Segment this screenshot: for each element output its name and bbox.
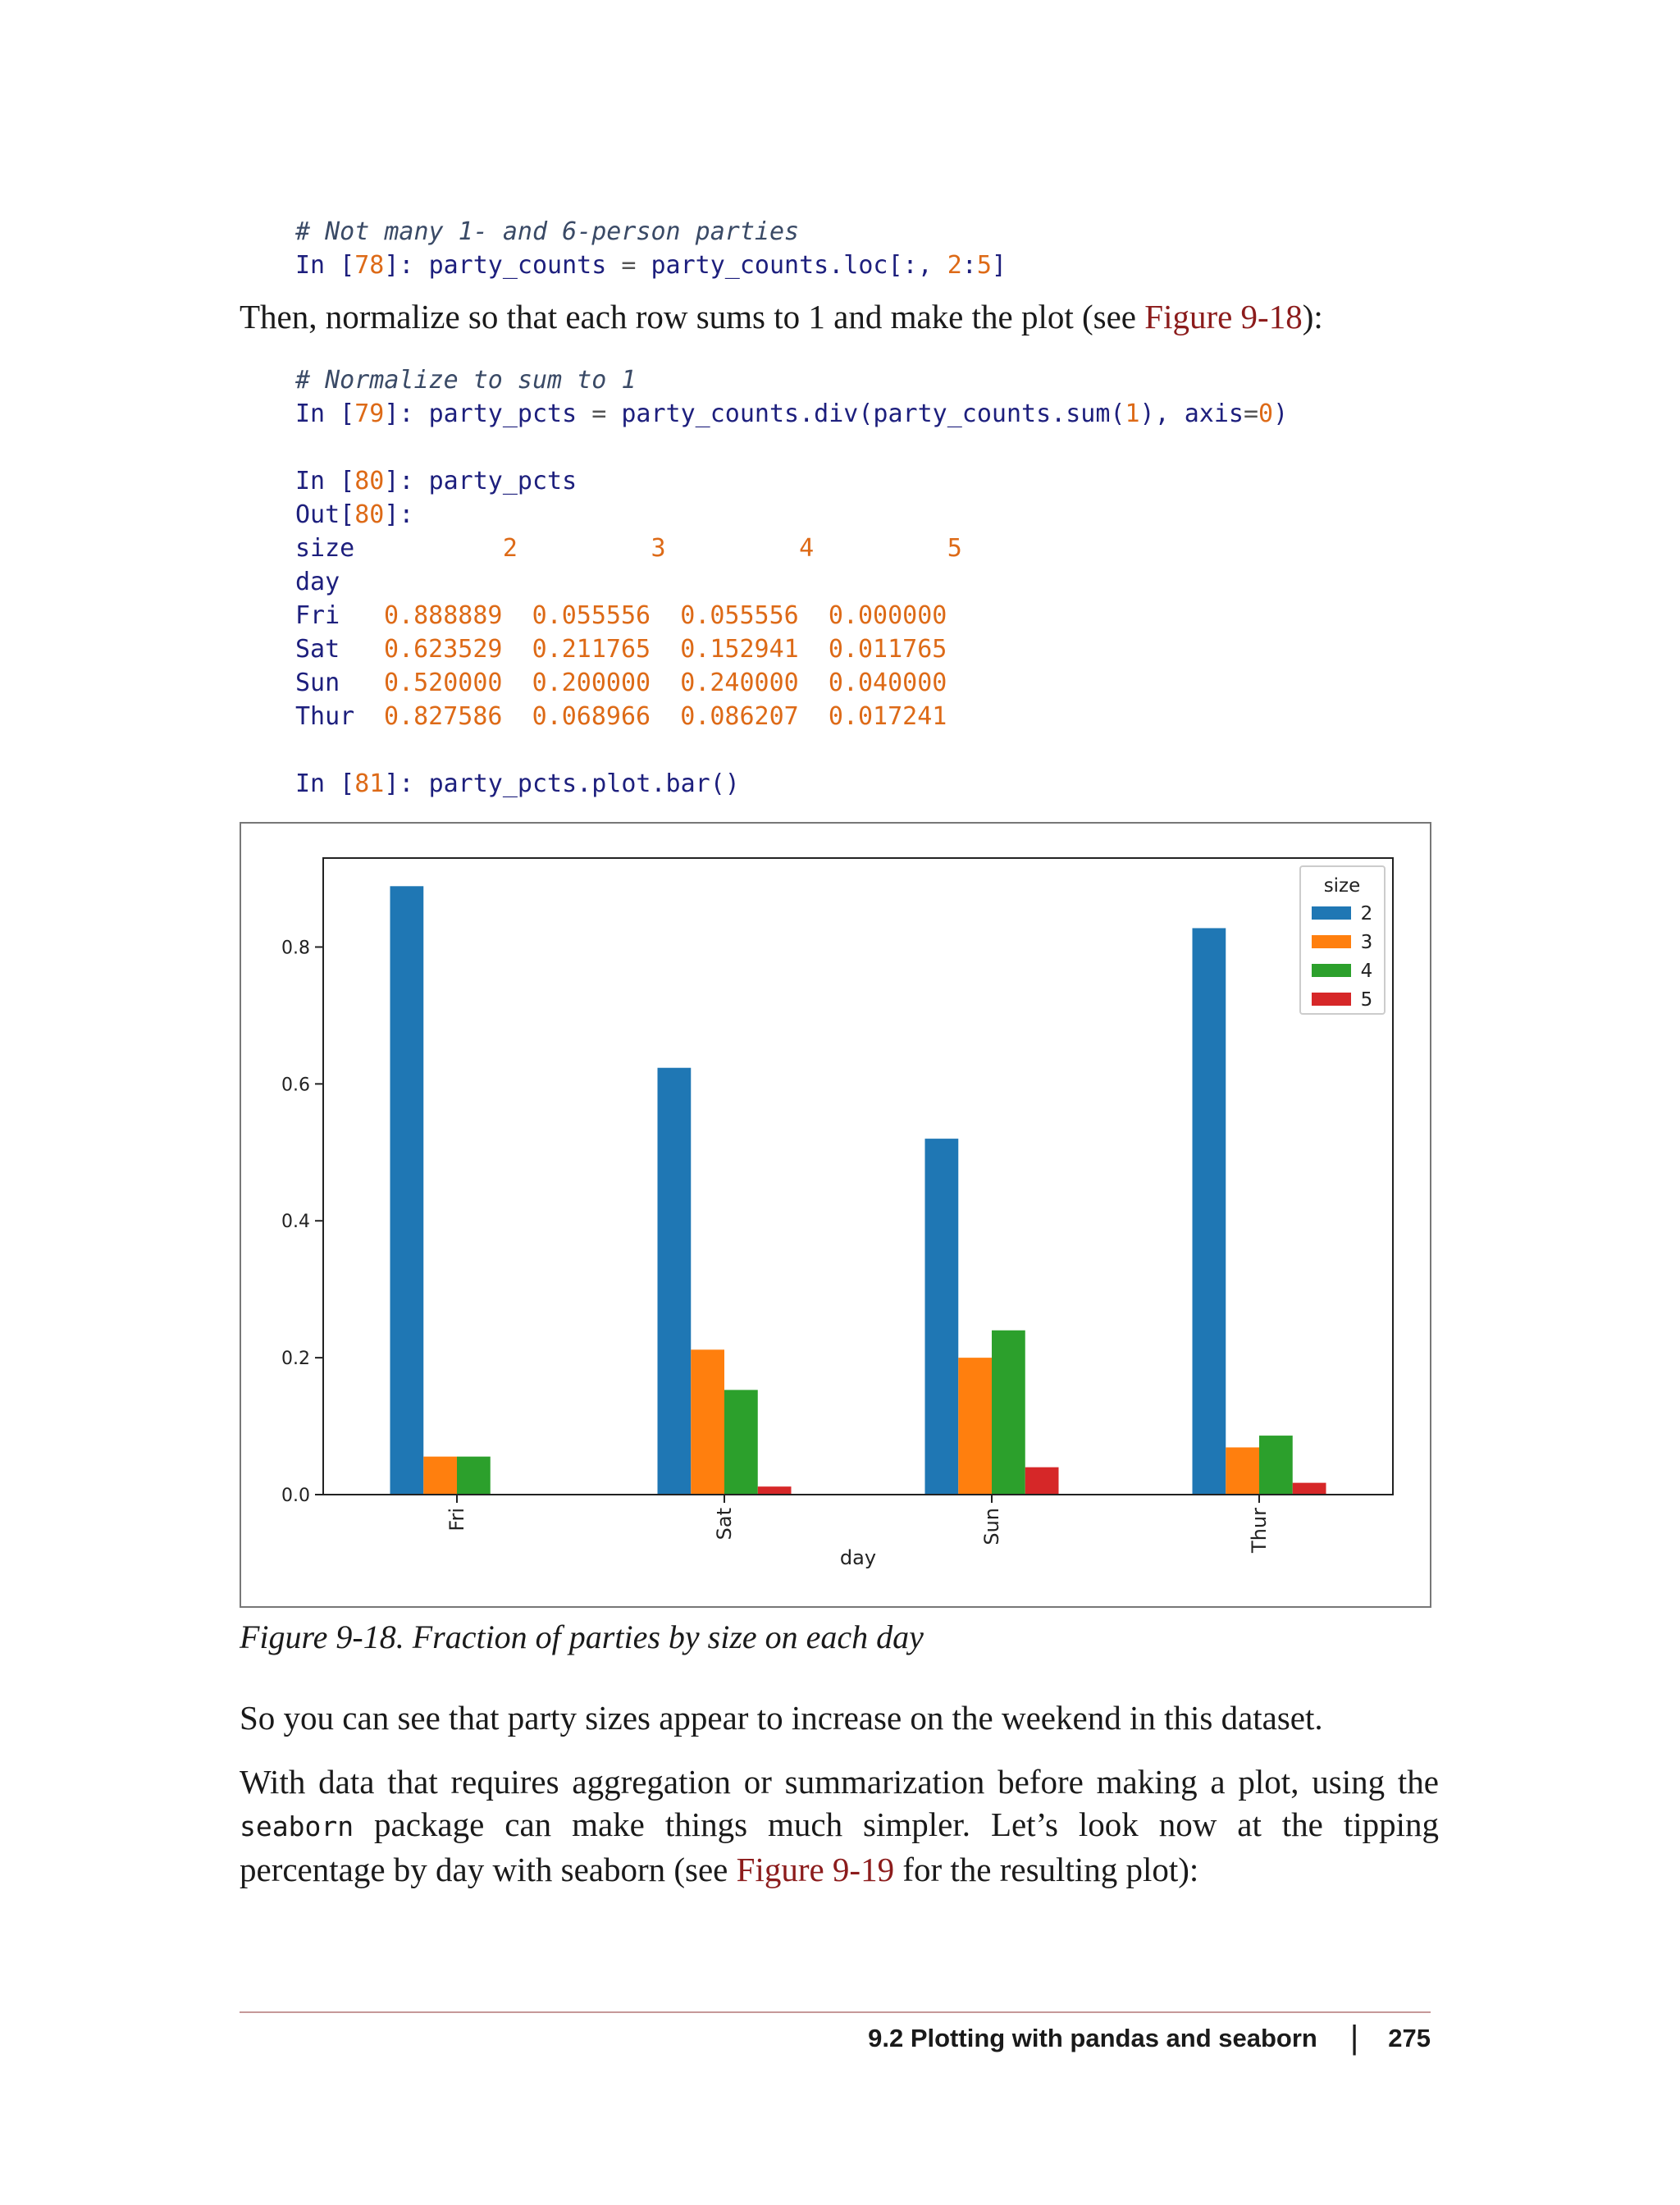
legend-swatch-2 [1312, 906, 1351, 920]
x-tick-label-sun: Sun [980, 1508, 1003, 1545]
y-tick-label: 0.4 [281, 1212, 310, 1233]
code-comment: # Normalize to sum to 1 [295, 366, 637, 395]
code-block-78: # Not many 1- and 6-person parties In [78]: party_counts = party_counts.loc[:, 2:5] [295, 217, 1007, 280]
legend-label-3: 3 [1360, 932, 1373, 953]
legend-label-5: 5 [1360, 989, 1373, 1011]
code-comment: # Not many 1- and 6-person parties [295, 217, 800, 246]
bar-sun-size-4 [992, 1331, 1025, 1495]
table-row: Sun 0.520000 0.200000 0.240000 0.040000 [295, 669, 947, 697]
x-tick-label-thur: Thur [1248, 1508, 1271, 1553]
legend-swatch-4 [1312, 964, 1351, 977]
bar-fri-size-4 [457, 1457, 491, 1495]
footer-rule [240, 2011, 1431, 2013]
legend-label-2: 2 [1360, 903, 1373, 924]
plot-frame [323, 858, 1393, 1495]
legend-label-4: 4 [1360, 961, 1373, 982]
bar-thur-size-2 [1193, 928, 1226, 1495]
paragraph-seaborn: With data that requires aggregation or summarization before making a plot, using the seaborn package can make things much simpler. Let’s look now at the tipping percentage by day with seaborn (see Figure 9-19 for the resulting plot): [240, 1763, 1439, 1888]
bar-sat-size-2 [658, 1068, 692, 1495]
legend-swatch-3 [1312, 935, 1351, 948]
inline-code-seaborn: seaborn [240, 1810, 354, 1842]
page-number: 275 [1388, 2023, 1431, 2052]
y-tick-label: 0.6 [281, 1075, 310, 1096]
bar-sun-size-5 [1025, 1468, 1059, 1495]
x-tick-label-fri: Fri [445, 1508, 468, 1532]
bar-thur-size-5 [1293, 1483, 1326, 1495]
code-block-79: # Normalize to sum to 1 In [79]: party_pcts = party_counts.div(party_counts.sum(1), axis=0) [295, 366, 1289, 428]
table-row: Thur 0.827586 0.068966 0.086207 0.017241 [295, 702, 947, 731]
bar-sat-size-3 [691, 1349, 724, 1495]
legend-swatch-5 [1312, 993, 1351, 1006]
figure-link-9-19[interactable]: Figure 9-19 [736, 1851, 895, 1888]
y-tick-label: 0.0 [281, 1486, 310, 1506]
bar-sun-size-3 [958, 1358, 992, 1495]
code-block-80: In [80]: party_pcts Out[80]: [295, 467, 578, 529]
bar-fri-size-3 [423, 1457, 457, 1495]
x-axis [445, 1495, 1271, 1554]
paragraph-normalize: Then, normalize so that each row sums to 1 and make the plot (see Figure 9-18): [240, 298, 1323, 336]
bar-sat-size-4 [724, 1390, 758, 1495]
footer-section-title: 9.2 Plotting with pandas and seaborn [868, 2023, 1317, 2052]
bar-sun-size-2 [925, 1139, 959, 1495]
y-axis [281, 938, 323, 1506]
dataframe-index-label: day [295, 568, 340, 596]
bar-thur-size-3 [1226, 1447, 1259, 1495]
bar-chart [241, 824, 1430, 1606]
x-axis-label: day [839, 1546, 877, 1569]
figure-9-18 [240, 822, 1431, 1608]
bar-thur-size-4 [1259, 1436, 1293, 1495]
y-tick-label: 0.8 [281, 938, 310, 959]
footer-separator: | [1349, 2020, 1359, 2056]
table-row: Sat 0.623529 0.211765 0.152941 0.011765 [295, 635, 947, 664]
dataframe-header-row: size 2 3 4 5 [295, 534, 962, 563]
y-tick-label: 0.2 [281, 1349, 310, 1370]
paragraph-party-sizes: So you can see that party sizes appear to increase on the weekend in this dataset. [240, 1699, 1323, 1737]
legend-title: size [1323, 875, 1361, 897]
page-footer [868, 2020, 1431, 2057]
legend [1300, 866, 1385, 1014]
bar-fri-size-2 [390, 886, 424, 1495]
bars-group [390, 886, 1326, 1495]
table-row: Fri 0.888889 0.055556 0.055556 0.000000 [295, 601, 947, 630]
figure-caption: Figure 9-18. Fraction of parties by size on each day [240, 1618, 924, 1655]
bar-sat-size-5 [758, 1486, 792, 1495]
x-tick-label-sat: Sat [713, 1508, 736, 1541]
figure-link-9-18[interactable]: Figure 9-18 [1144, 298, 1303, 336]
code-block-81: In [81]: party_pcts.plot.bar() [295, 769, 740, 798]
